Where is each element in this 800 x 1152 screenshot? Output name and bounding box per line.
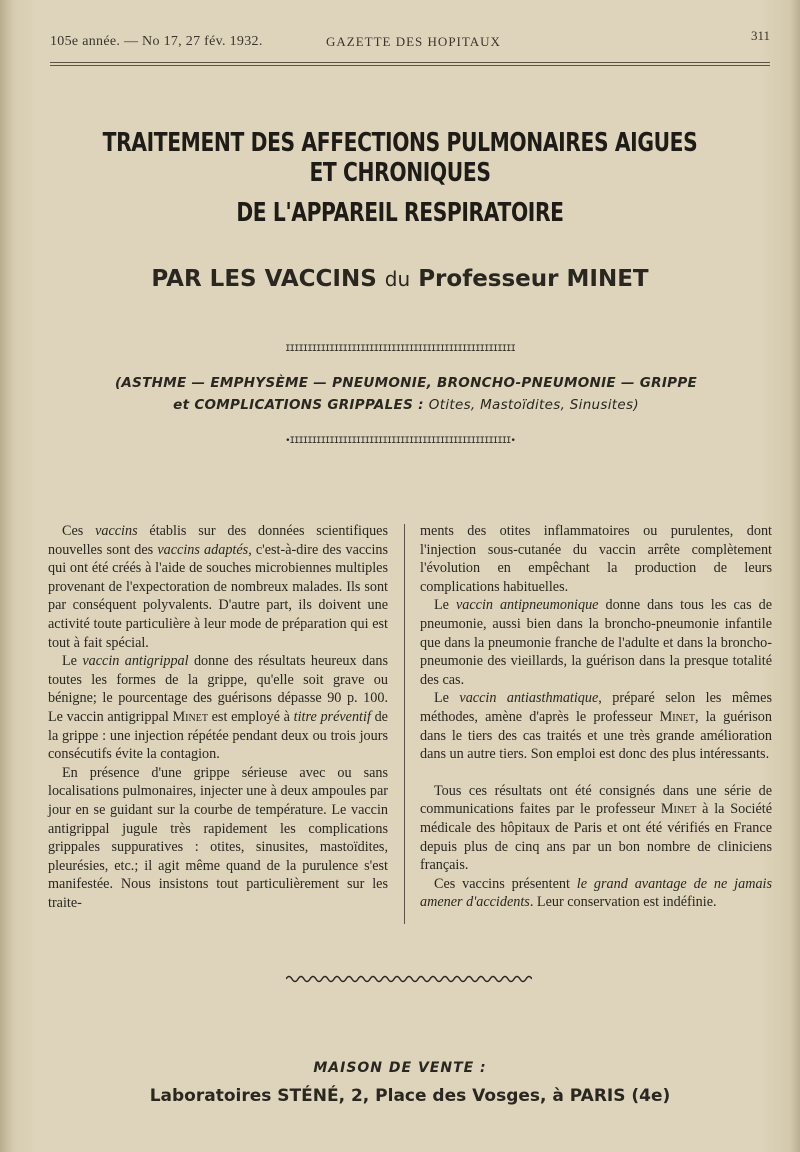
article-column-right	[420, 522, 772, 912]
article-column-left	[48, 522, 388, 912]
headline-vaccins: PAR LES VACCINS	[151, 266, 377, 292]
subtitle-line-1: (ASTHME — EMPHYSÈME — PNEUMONIE, BRONCHO-PNEUMONIE — GRIPPE	[114, 375, 698, 391]
headline-line-2: DE L'APPAREIL RESPIRATOIRE	[236, 198, 564, 228]
headline-du: du	[384, 267, 411, 291]
paragraph: Le vaccin antipneumonique donne dans tous les cas de pneumonie, aussi bien dans la broncho-pneumonie infantile que dans la pneumonie franche de l'adulte et dans la broncho-pneumonie des vieillards, la guérison dans la presque totalité des cas.	[420, 597, 772, 688]
paragraph: En présence d'une grippe sérieuse avec ou sans localisations pulmonaires, injecter une à deux ampoules par jour en se guidant sur la courbe de température. Le vaccin antigrippal jugule très rapidement les complications grippales suppuratives : otites, sinusites, mastoïdites, pleurésies, etc.; il agit même quand de la purulence s'est manifestée. Nous insistons tout particulièrement sur les traite-	[48, 764, 388, 911]
headline-line-3	[0, 266, 800, 292]
column-divider	[404, 524, 405, 924]
laboratory-address: Laboratoires STÉNÉ, 2, Place des Vosges, à PARIS (4e)	[149, 1086, 671, 1106]
subtitle-otites: Otites, Mastoïdites, Sinusites)	[428, 397, 639, 413]
issue-info: 105e année. — No 17, 27 fév. 1932.	[50, 34, 263, 49]
ornament-rule-top: IIIIIIIIIIIIIIIIIIIIIIIIIIIIIIIIIIIIIIIIIIIIIIIIIIII	[285, 344, 515, 354]
headline-professeur: Professeur MINET	[418, 266, 649, 292]
subtitle-complications: et COMPLICATIONS GRIPPALES :	[173, 397, 424, 413]
subtitle	[96, 372, 716, 416]
paragraph: Ces vaccins présentent le grand avantage de ne jamais amener d'accidents. Leur conservation est indéfinie.	[420, 875, 772, 911]
journal-name: GAZETTE DES HOPITAUX	[326, 34, 501, 49]
paragraph: Ces vaccins établis sur des données scientifiques nouvelles sont des vaccins adaptés, c'est-à-dire des vaccins qui ont été créés à l'aide de souches microbiennes multiples provenant de l'expectoration de nombreux malades. Ils sont par conséquent polyvalents. D'autre part, ils doivent une activité toute particulière à leur mode de préparation qui est tout à fait spécial.	[48, 523, 389, 651]
paragraph: ments des otites inflammatoires ou purulentes, dont l'injection sous-cutanée du vaccin arrête complètement l'évolution en empêchant la production de leurs complications habituelles.	[420, 523, 772, 595]
header-rule	[50, 62, 770, 66]
paragraph: Le vaccin antiasthmatique, préparé selon les mêmes méthodes, amène d'après le professeur Minet, la guérison dans le tiers des cas traités et une très grande amélioration dans un autre tiers. Son emploi est donc des plus intéressants.	[420, 690, 773, 763]
paragraph: Tous ces résultats ont été consignés dans une série de communications faites par le professeur Minet à la Société médicale des hôpitaux de Paris et ont été vérifiés en France depuis plus de cinq ans par un bon nombre de cliniciens français.	[420, 782, 772, 874]
sales-house-label: MAISON DE VENTE :	[313, 1060, 487, 1076]
headline-line-1: TRAITEMENT DES AFFECTIONS PULMONAIRES AIGUES ET CHRONIQUES	[102, 128, 698, 188]
wave-ornament	[286, 972, 532, 986]
ornament-rule-bottom: •IIIIIIIIIIIIIIIIIIIIIIIIIIIIIIIIIIIIIIIIIIIIIIIIII•	[285, 436, 515, 446]
page-header	[50, 28, 770, 52]
subtitle-line-2	[96, 394, 716, 416]
page-number: 311	[750, 28, 770, 43]
paragraph: Le vaccin antigrippal donne des résultats heureux dans toutes les formes de la grippe, qu'elle soit grave ou bénigne; le pourcentage des guérisons dépasse 90 p. 100. Le vaccin antigrippal Minet est employé à titre préventif de la grippe : une injection répétée pendant deux ou trois jours consécutifs évite la contagion.	[48, 653, 388, 763]
